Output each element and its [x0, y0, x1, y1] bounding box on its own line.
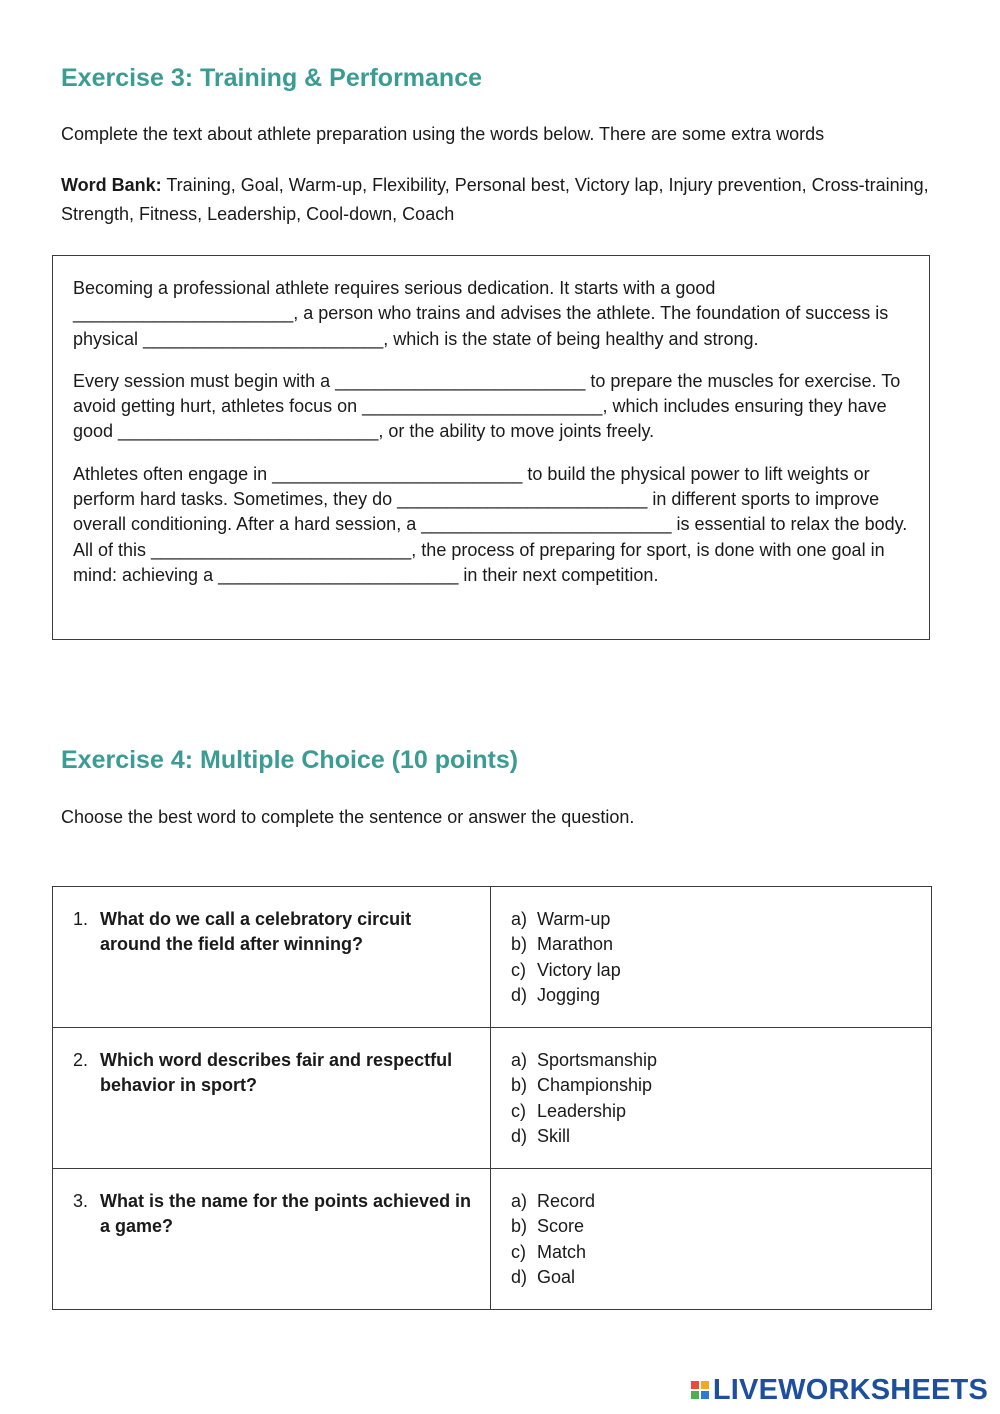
exercise-4-title: Exercise 4: Multiple Choice (10 points) [61, 746, 519, 774]
logo-block-e [701, 1391, 709, 1399]
logo-block-v [691, 1391, 699, 1399]
question-row [53, 1169, 932, 1310]
option-b[interactable]: b) Championship [511, 1075, 653, 1096]
option-c[interactable]: c) Victory lap [511, 959, 621, 980]
exercise-4-instructions: Choose the best word to complete the sentence or answer the question. [61, 807, 635, 827]
question-text: Which word describes fair and respectful behavior in sport? [100, 1050, 453, 1096]
option-d[interactable]: d) Skill [511, 1125, 571, 1146]
exercise-3-instructions: Complete the text about athlete preparation using the words below. There are some extra words [61, 124, 825, 144]
option-a[interactable]: a) Sportsmanship [511, 1050, 658, 1070]
option-b[interactable]: b) Score [511, 1216, 585, 1237]
question-text: What do we call a celebratory circuit around the field after winning? [100, 909, 412, 955]
word-bank-list: Training, Goal, Warm-up, Flexibility, Personal best, Victory lap, Injury prevention, Cross-training, Strength, Fitness, Leadership, Cool-down, Coach [61, 175, 929, 224]
option-a[interactable]: a) Record [511, 1191, 596, 1211]
option-c[interactable]: c) Match [511, 1241, 587, 1262]
options-cell [491, 1169, 932, 1310]
option-c[interactable]: c) Leadership [511, 1100, 627, 1121]
question-text: What is the name for the points achieved in a game? [100, 1191, 472, 1237]
brand-wordmark: LIVEWORKSHEETS [712, 1373, 988, 1406]
liveworksheets-logo-icon [691, 1381, 709, 1399]
question-cell [53, 1169, 491, 1310]
option-b[interactable]: b) Marathon [511, 934, 614, 955]
option-d[interactable]: d) Jogging [511, 984, 601, 1005]
question-number: 3. [73, 1191, 89, 1211]
logo-block-i [701, 1381, 709, 1389]
question-number: 2. [73, 1050, 89, 1070]
options-cell [491, 887, 932, 1028]
exercise-3-title: Exercise 3: Training & Performance [61, 64, 483, 92]
question-number: 1. [73, 909, 89, 929]
question-row [53, 1028, 932, 1169]
word-bank [61, 171, 941, 229]
passage-paragraph: Athletes often engage in _________________________ to build the physical power to lift weights or perform hard tasks. Sometimes, they do _________________________ in different sports to improve overall conditioning. After a hard session, a _________________________ is essential to relax the body. All of this __________________________, the process of preparing for sport, is done with one goal in mind: achieving a ________________________ in their next competition. [73, 463, 908, 585]
multiple-choice-table [52, 886, 932, 1310]
liveworksheets-brand [691, 1373, 988, 1407]
logo-block-l [691, 1381, 699, 1389]
question-cell [53, 887, 491, 1028]
passage-box [52, 255, 930, 640]
options-cell [491, 1028, 932, 1169]
passage-paragraph: Becoming a professional athlete requires serious dedication. It starts with a good ______________________, a person who trains and advises the athlete. The foundation of success is physical ________________________, which is the state of being healthy and strong. [73, 278, 889, 349]
passage-paragraph: Every session must begin with a _________________________ to prepare the muscles for exercise. To avoid getting hurt, athletes focus on ________________________, which includes ensuring they have good __________________________, or the ability to move joints freely. [73, 370, 901, 442]
question-row [53, 887, 932, 1028]
option-a[interactable]: a) Warm-up [511, 909, 611, 929]
word-bank-label: Word Bank: [61, 175, 162, 195]
option-d[interactable]: d) Goal [511, 1266, 576, 1287]
question-cell [53, 1028, 491, 1169]
